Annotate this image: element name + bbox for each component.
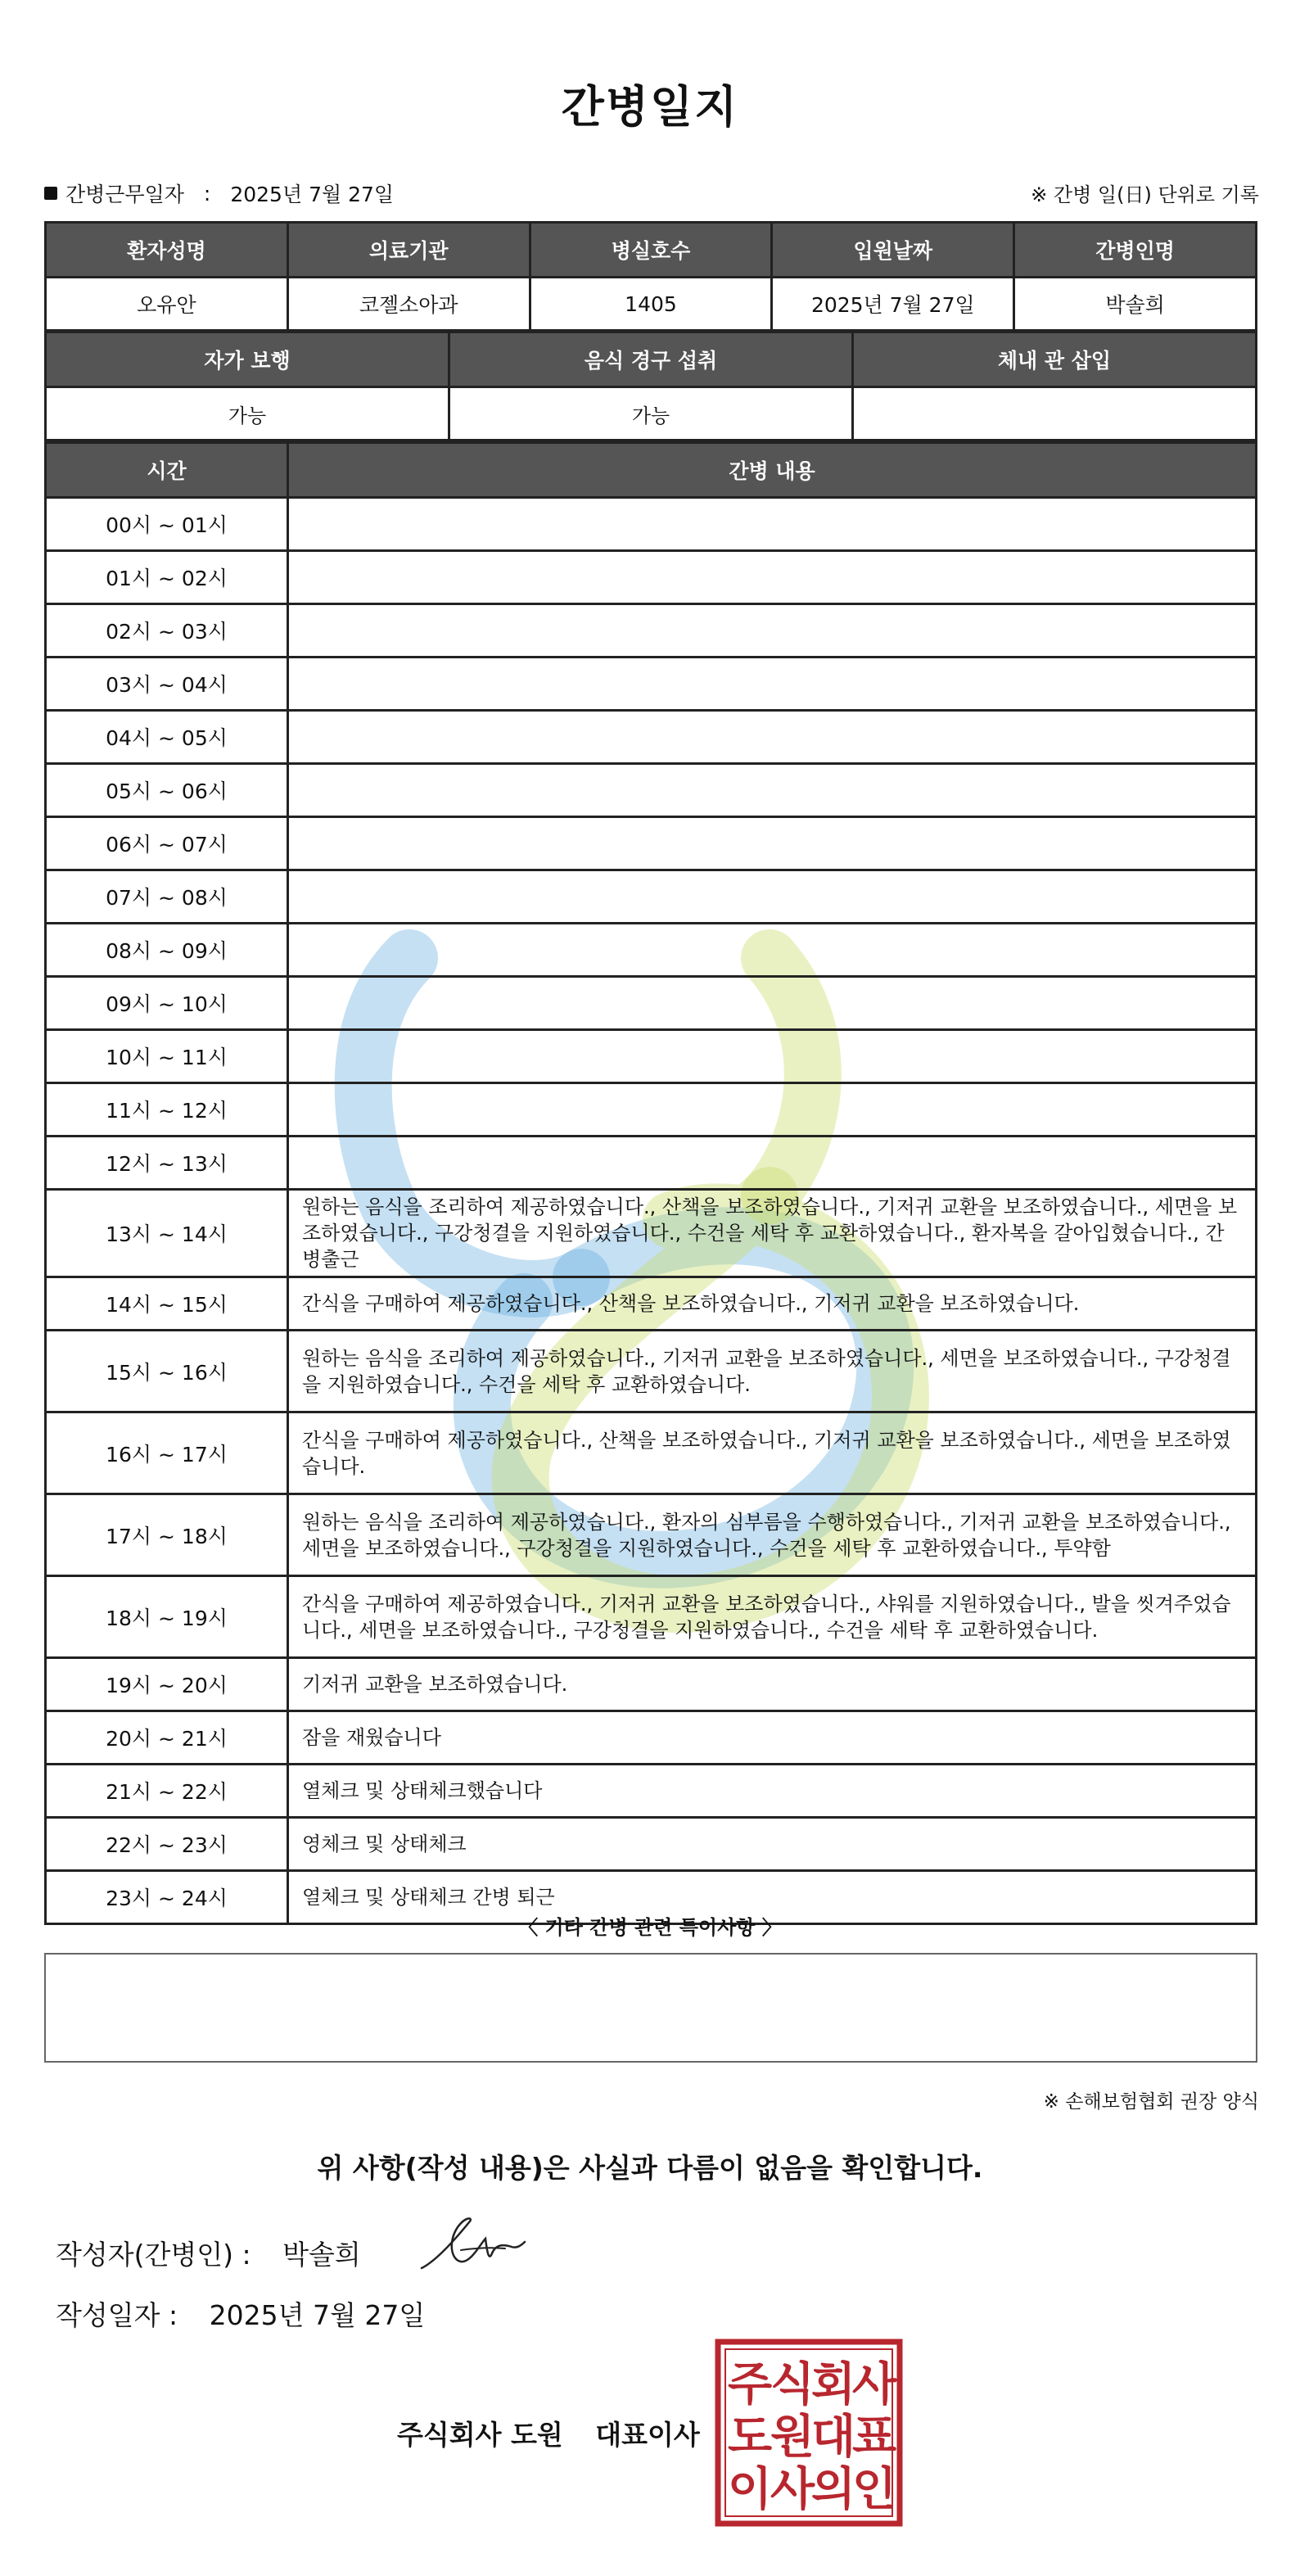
time-slot: 08시 ~ 09시 xyxy=(46,924,288,977)
admission-date: 2025년 7월 27일 xyxy=(772,278,1014,331)
care-note xyxy=(288,711,1257,764)
table-row xyxy=(46,1030,1257,1083)
care-note: 기저귀 교환을 보조하였습니다. xyxy=(288,1658,1257,1711)
care-note: 열체크 및 상태체크했습니다 xyxy=(288,1765,1257,1818)
time-slot: 11시 ~ 12시 xyxy=(46,1083,288,1137)
table-row xyxy=(46,1190,1257,1277)
care-note: 원하는 음식을 조리하여 제공하였습니다., 산책을 보조하였습니다., 기저귀 교환을 보조하였습니다., 세면을 보조하였습니다., 구강청결을 지원하였습니다., 수건을 세탁 후 교환하였습니다., 환자복을 갈아입혔습니다., 간병출근 xyxy=(288,1190,1257,1277)
header-time: 시간 xyxy=(46,443,288,498)
care-note: 잠을 재웠습니다 xyxy=(288,1711,1257,1765)
header-tube-insertion: 체내 관 삽입 xyxy=(853,332,1257,387)
company-seal-stamp xyxy=(714,2338,904,2528)
svg-text:대: 대 xyxy=(810,2411,856,2464)
time-slot: 03시 ~ 04시 xyxy=(46,658,288,711)
table-row xyxy=(46,1818,1257,1871)
time-slot: 09시 ~ 10시 xyxy=(46,977,288,1030)
care-note: 영체크 및 상태체크 xyxy=(288,1818,1257,1871)
table-row xyxy=(46,977,1257,1030)
care-log-header-row xyxy=(46,443,1257,498)
work-date-value: 2025년 7월 27일 xyxy=(230,183,395,206)
table-row xyxy=(46,551,1257,604)
time-slot: 07시 ~ 08시 xyxy=(46,870,288,924)
time-slot: 15시 ~ 16시 xyxy=(46,1331,288,1412)
svg-text:이: 이 xyxy=(727,2463,773,2516)
table-row xyxy=(46,1658,1257,1711)
time-slot: 14시 ~ 15시 xyxy=(46,1277,288,1331)
unit-note: ※ 간병 일(日) 단위로 기록 xyxy=(1031,183,1259,206)
time-slot: 13시 ~ 14시 xyxy=(46,1190,288,1277)
company-title: 대표이사 xyxy=(595,2419,700,2451)
header-self-walking: 자가 보행 xyxy=(46,332,449,387)
svg-text:사: 사 xyxy=(851,2358,897,2411)
svg-text:도: 도 xyxy=(727,2411,773,2464)
work-date xyxy=(44,179,394,208)
handwritten-signature xyxy=(413,2211,528,2285)
time-slot: 17시 ~ 18시 xyxy=(46,1494,288,1576)
remarks-label: 〈 기타 간병 관련 특이사항 〉 xyxy=(518,1916,782,1939)
table-row xyxy=(46,604,1257,658)
time-slot: 22시 ~ 23시 xyxy=(46,1818,288,1871)
table-row xyxy=(46,1412,1257,1494)
tube-insertion-value xyxy=(853,387,1257,441)
time-slot: 23시 ~ 24시 xyxy=(46,1871,288,1924)
square-bullet-icon xyxy=(44,187,57,200)
patient-name: 오유안 xyxy=(46,278,288,331)
table-row xyxy=(46,1137,1257,1190)
header-admission-date: 입원날짜 xyxy=(772,223,1014,278)
writer-label: 작성자(간병인) : xyxy=(56,2239,251,2271)
institution: 코젤소아과 xyxy=(287,278,530,331)
header-institution: 의료기관 xyxy=(287,223,530,278)
table-row xyxy=(46,1711,1257,1765)
care-note xyxy=(288,658,1257,711)
self-walking-value: 가능 xyxy=(46,387,449,441)
svg-text:원: 원 xyxy=(770,2411,815,2464)
care-note: 열체크 및 상태체크 간병 퇴근 xyxy=(288,1871,1257,1924)
table-row xyxy=(46,924,1257,977)
source-note: ※ 손해보험협회 권장 양식 xyxy=(1043,2091,1259,2113)
header-room-number: 병실호수 xyxy=(530,223,772,278)
table-row xyxy=(46,1083,1257,1137)
table-row xyxy=(46,658,1257,711)
table-row xyxy=(46,1331,1257,1412)
care-note: 간식을 구매하여 제공하였습니다., 기저귀 교환을 보조하였습니다., 샤워를 지원하였습니다., 발을 씻겨주었습니다., 세면을 보조하였습니다., 구강청결을 지원하였습니다., 수건을 세탁 후 교환하였습니다. xyxy=(288,1576,1257,1658)
remarks-box xyxy=(44,1953,1257,2063)
table-row xyxy=(46,1277,1257,1331)
time-slot: 18시 ~ 19시 xyxy=(46,1576,288,1658)
confirmation-statement: 위 사항(작성 내용)은 사실과 다름이 없음을 확인합니다. xyxy=(317,2152,983,2184)
oral-intake-value: 가능 xyxy=(449,387,853,441)
svg-text:표: 표 xyxy=(851,2411,897,2464)
care-note: 간식을 구매하여 제공하였습니다., 산책을 보조하였습니다., 기저귀 교환을 보조하였습니다. xyxy=(288,1277,1257,1331)
time-slot: 06시 ~ 07시 xyxy=(46,817,288,870)
write-date-value: 2025년 7월 27일 xyxy=(209,2299,426,2331)
time-slot: 00시 ~ 01시 xyxy=(46,498,288,551)
time-slot: 02시 ~ 03시 xyxy=(46,604,288,658)
care-note xyxy=(288,551,1257,604)
write-date-line xyxy=(56,2294,425,2333)
table-row xyxy=(46,764,1257,817)
care-note xyxy=(288,870,1257,924)
header-patient-name: 환자성명 xyxy=(46,223,288,278)
table-row xyxy=(46,711,1257,764)
care-note xyxy=(288,924,1257,977)
care-note xyxy=(288,764,1257,817)
patient-status-table xyxy=(44,331,1257,441)
svg-text:의: 의 xyxy=(810,2463,856,2516)
status-header-row xyxy=(46,332,1257,387)
time-slot: 16시 ~ 17시 xyxy=(46,1412,288,1494)
header-oral-intake: 음식 경구 섭취 xyxy=(449,332,853,387)
status-value-row xyxy=(46,387,1257,441)
care-note: 원하는 음식을 조리하여 제공하였습니다., 기저귀 교환을 보조하였습니다., 세면을 보조하였습니다., 구강청결을 지원하였습니다., 수건을 세탁 후 교환하였습니다. xyxy=(288,1331,1257,1412)
work-date-label: 간병근무일자 xyxy=(65,183,184,206)
time-slot: 21시 ~ 22시 xyxy=(46,1765,288,1818)
care-note xyxy=(288,1030,1257,1083)
write-date-label: 작성일자 : xyxy=(56,2299,178,2331)
time-slot: 04시 ~ 05시 xyxy=(46,711,288,764)
svg-text:식: 식 xyxy=(770,2358,815,2411)
svg-text:인: 인 xyxy=(851,2463,897,2516)
header-caregiver-name: 간병인명 xyxy=(1014,223,1257,278)
document-title: 간병일지 xyxy=(561,81,739,133)
care-note xyxy=(288,604,1257,658)
care-log-table xyxy=(44,441,1257,1925)
table-row xyxy=(46,870,1257,924)
time-slot: 01시 ~ 02시 xyxy=(46,551,288,604)
care-note xyxy=(288,817,1257,870)
care-note: 간식을 구매하여 제공하였습니다., 산책을 보조하였습니다., 기저귀 교환을 보조하였습니다., 세면을 보조하였습니다. xyxy=(288,1412,1257,1494)
table-row xyxy=(46,817,1257,870)
patient-info-value-row xyxy=(46,278,1257,331)
company-name: 주식회사 도원 xyxy=(397,2419,563,2451)
caregiver-name: 박솔희 xyxy=(1014,278,1257,331)
care-note: 원하는 음식을 조리하여 제공하였습니다., 환자의 심부름을 수행하였습니다., 기저귀 교환을 보조하였습니다., 세면을 보조하였습니다., 구강청결을 지원하였습니다., 수건을 세탁 후 교환하였습니다., 투약함 xyxy=(288,1494,1257,1576)
table-row xyxy=(46,1765,1257,1818)
time-slot: 20시 ~ 21시 xyxy=(46,1711,288,1765)
time-slot: 05시 ~ 06시 xyxy=(46,764,288,817)
patient-info-header-row xyxy=(46,223,1257,278)
time-slot: 10시 ~ 11시 xyxy=(46,1030,288,1083)
care-note xyxy=(288,977,1257,1030)
patient-info-table xyxy=(44,221,1257,332)
room-number: 1405 xyxy=(530,278,772,331)
care-note xyxy=(288,498,1257,551)
table-row xyxy=(46,1576,1257,1658)
writer-line xyxy=(56,2234,361,2272)
company-line xyxy=(397,2414,700,2452)
table-row xyxy=(46,1494,1257,1576)
care-note xyxy=(288,1083,1257,1137)
header-care-content: 간병 내용 xyxy=(288,443,1257,498)
svg-text:사: 사 xyxy=(770,2463,815,2516)
svg-text:주: 주 xyxy=(727,2358,773,2411)
care-note xyxy=(288,1137,1257,1190)
time-slot: 12시 ~ 13시 xyxy=(46,1137,288,1190)
writer-name: 박솔희 xyxy=(282,2239,361,2271)
work-date-separator: : xyxy=(203,181,211,206)
time-slot: 19시 ~ 20시 xyxy=(46,1658,288,1711)
table-row xyxy=(46,498,1257,551)
svg-text:회: 회 xyxy=(810,2358,856,2411)
